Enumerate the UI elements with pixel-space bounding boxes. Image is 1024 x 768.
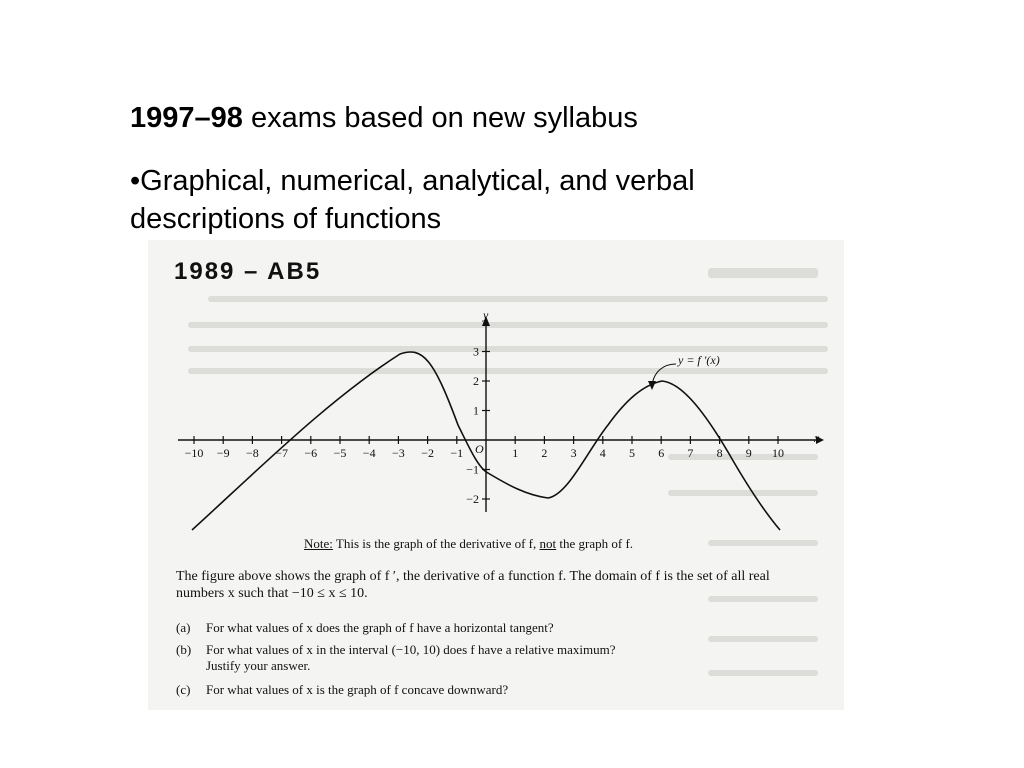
slide-bullet: •Graphical, numerical, analytical, and verbal descriptions of functions [130,165,695,235]
x-tick-label: −10 [184,446,204,460]
x-tick-label: −5 [333,446,347,460]
x-tick-label: −4 [362,446,376,460]
question-a-tag: (a) [176,620,191,635]
note-not: not [539,536,557,551]
question-c-text: For what values of x is the graph of f concave downward? [206,682,509,697]
question-a-text: For what values of x does the graph of f have a horizontal tangent? [206,620,554,635]
scanned-exam-page [148,240,844,710]
slide-heading-text: exams based on new syllabus [242,102,638,134]
y-tick-label: 2 [473,374,479,388]
origin-label: O [475,442,484,456]
question-a [176,620,554,636]
x-tick-label: −9 [216,446,230,460]
x-tick-label: 3 [570,446,577,460]
x-tick-label: 5 [629,446,635,460]
question-b [176,642,616,674]
x-tick-label: −6 [304,446,318,460]
x-tick-label: 2 [541,446,548,460]
derivative-graph [148,240,844,540]
x-tick-label: −1 [450,446,464,460]
curve-label: y = f ′(x) [678,353,720,367]
x-tick-label: 4 [599,446,606,460]
x-tick-label: −3 [392,446,405,460]
x-tick-label: 1 [512,446,519,460]
x-tick-label: 6 [658,446,665,460]
question-b-text: For what values of x in the interval (−10, 10) does f have a relative maximum? [206,642,616,657]
y-tick-label: 3 [473,344,479,359]
y-tick-label: 1 [473,403,479,418]
slide-heading [130,102,638,135]
x-tick-label: −2 [421,446,434,460]
x-tick-label: −7 [275,446,288,460]
question-b-tag: (b) [176,642,192,657]
y-tick-label: −1 [466,462,479,477]
y-tick-label: −2 [466,492,479,506]
y-axis-label: y [483,308,489,322]
x-tick-label: 7 [687,446,694,460]
question-c [176,682,508,698]
graph-note [304,536,633,552]
slide-heading-year: 1997–98 [130,102,243,134]
question-intro: The figure above shows the graph of f ′, the derivative of a function f. The domain of f is the set of all real numbers x such that −10 ≤ x ≤ 10. [176,569,770,601]
x-tick-label: 10 [772,446,784,460]
question-c-tag: (c) [176,682,191,697]
note-label: Note: [304,536,333,551]
question-b-text-2: Justify your answer. [206,658,311,673]
scan-label: 1989 – AB5 [174,258,322,285]
x-tick-label: −8 [246,446,259,460]
note-text-2: the graph of f. [556,536,634,551]
x-tick-label: 9 [745,446,752,460]
x-axis-label: x [814,431,820,445]
x-tick-label: 8 [716,446,723,460]
note-text-1: This is the graph of the derivative of f, [332,536,540,551]
